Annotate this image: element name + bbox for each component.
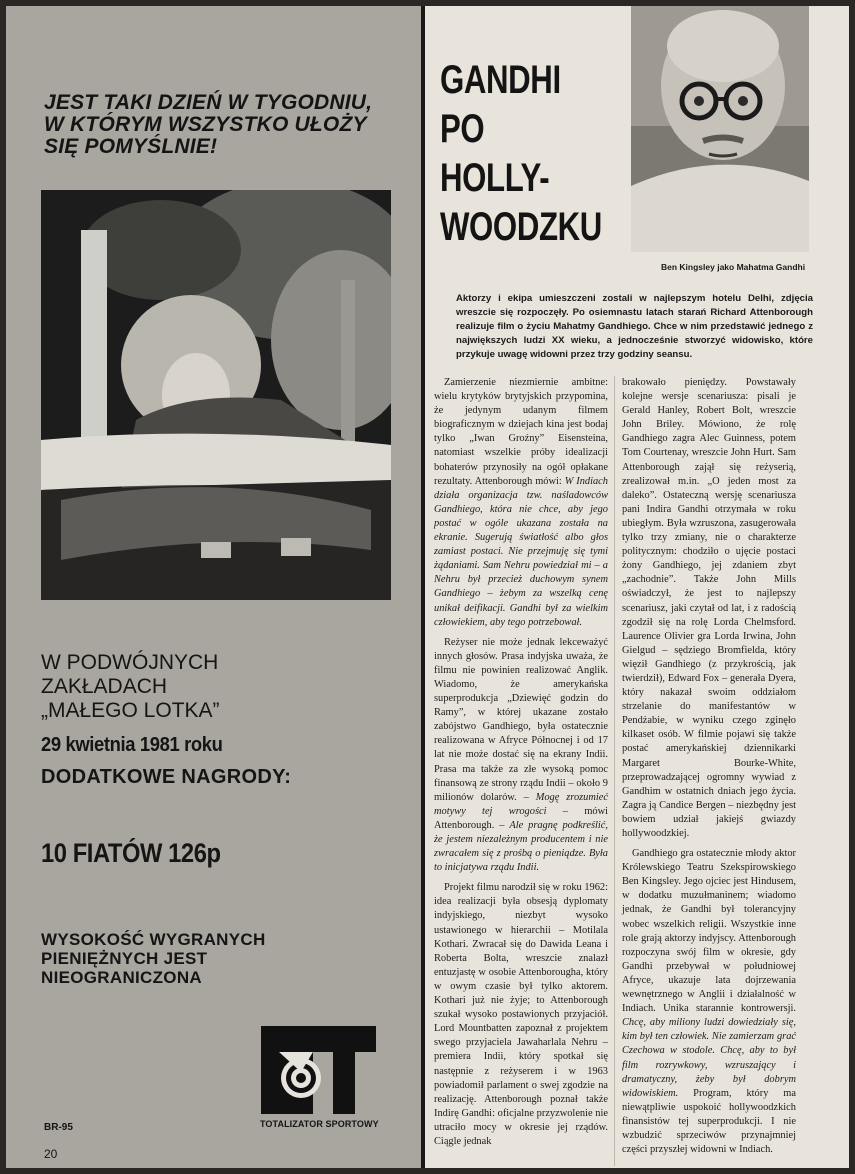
ad-extra-prizes: DODATKOWE NAGRODY: [41,766,292,788]
article-title: GANDHI PO HOLLY- WOODZKU [440,58,602,249]
totalizator-logo-icon [261,1026,376,1114]
article [425,6,849,1168]
paragraph: Gandhiego gra ostatecznie młody aktor Królewskiego Teatru Szekspirowskiego Ben Kingsley. Jego ojciec jest Hindusem, w dodatku muzułmaninem; wiadomo jednak, że Gandhi był tolerancyjny wobec wszelkich religii. Wszystkie inne role grają aktorzy indyjscy. Attenborough rozpoczyna swój film w okresie, gdy Gandhi przebywał w południowej Afryce, ukazuje lata dojrzewania wewnętrznego w Anglii i działalność w Indiach. Unika starannie kontrowersji. Chcę, aby miliony ludzi dowiedziały się, kim był ten człowiek. Nie zamierzam grać Czechowa w stodole. Chcę, aby to był film rozrywkowy, wzruszający i dramatyczny, żeby był dobrym widowiskiem. Program, który ma niewątpliwie uspokoić hollywoodzkich finansistów tej superprodukcji. I nie wzbudzić sprzeciwów przynajmniej części przyszłej widowni w Indiach. [622,848,796,1156]
paragraph: brakowało pieniędzy. Powstawały kolejne wersje scenariusza: pisali je Gerald Hanley, Robert Bolt, wreszcie John Briley. Mówiono, że rolę Gandhiego zagra Alec Guinness, potem Tom Courtenay, wreszcie John Hurt. Sam Attenborough zajął się reżyserią, zrealizował m.in. „O jeden most za daleko”. Ostateczną wersję scenariusza pani Indira Gandhi otrzymała w roku ubiegłym. Była wzruszona, zasugerowała tylko trzy zmiany, nie o charakterze politycznym: chodziło o ujęcie postaci żony Gandhiego, jej zdaniem zbyt „zachodnie”. Także John Mills oświadczył, że jest to najlepszy scenariusz, jaki czytał od lat, i z radością zgodził się na rolę Lorda Chelmsford. Laurence Olivier gra Lorda Irwina, John Gielgud – sędziego Bromfielda, który więził Gandhiego (z przykrością, jak twierdził), Edward Fox – generała Dyera, który nakazał swoim oddziałom strzelanie do manifestantów w Pendżabie, w wyniku czego zginęło kilkaset osób. W filmie pojawi się także postać amerykańskiej dziennikarki Margaret Bourke-White, przeprowadzającej ogromny wywiad z Gandhim w ostatnich dniach jego życia. Zagra ją Candice Bergen – niezbędny jest bowiem udział jakiejś gwiazdy hollywoodzkiej. [622,377,796,839]
column-separator [614,376,615,1166]
ad-winnings-note: WYSOKOŚĆ WYGRANYCH PIENIĘŻNYCH JEST NIEOGRANICZONA [41,930,266,987]
magazine-page [6,6,849,1168]
paragraph: Projekt filmu narodził się w roku 1962: idea realizacji była obsesją dyplomaty indyjskiego, niezbyt wysoko ustawionego w hierarchii – Motilala Kothari. Zwracał się do Dawida Leana i Roberta Bolta, wreszcie znalazł entuzjastę w osobie Attenborougha, który w owym czasie był tylko aktorem. Kothari już nie żyje; to Attenborough szukał wysoko postawionych przyjaciół. Lord Mountbatten zapoznał z projektem swego przyjaciela Jawaharlala Nehru – premiera Indii, który spotkał się następnie z reżyserem i w 1963 powiadomił parlament o swej zgodzie na realizację. Attenborough poznał także Indirę Gandhi: oficjalne przyzwolenie nie utraciło mocy w okresie jej rządów. Ciągle jednak [434,882,608,1147]
page-number: 20 [44,1147,58,1161]
gandhi-portrait-photo [631,6,809,252]
ad-lotto-title: W PODWÓJNYCH ZAKŁADACH „MAŁEGO LOTKA” [41,651,220,722]
ad-photo-woman-on-car [41,190,391,600]
logo-caption: TOTALIZATOR SPORTOWY [260,1119,379,1129]
portrait-caption: Ben Kingsley jako Mahatma Gandhi [661,262,806,272]
lottery-advertisement [6,6,421,1168]
ad-prize: 10 FIATÓW 126p [41,838,221,868]
article-column-1 [434,376,608,1149]
ad-headline: JEST TAKI DZIEŃ W TYGODNIU, W KTÓRYM WSZYSTKO UŁOŻY SIĘ POMYŚLNIE! [44,91,373,158]
article-column-2 [622,376,796,1157]
article-lead: Aktorzy i ekipa umieszczeni zostali w najlepszym hotelu Delhi, zdjęcia wreszcie się rozpoczęły. Po osiemnastu latach starań Richard Attenborough realizuje film o życiu Mahatmy Gandhiego. Chce w nim przedstawić jednego z największych ludzi XX wieku, a jednocześnie stworzyć widowisko, które przykuje uwagę widowni przez trzy godziny seansu. [456,293,813,360]
paragraph: Zamierzenie niezmiernie ambitne: wielu krytyków brytyjskich przypomina, że jedynym udanym filmem biograficznym w dziejach kina jest bodaj tylko „Iwan Groźny” Eisensteina, natomiast wszelkie próby idealizacji bohaterów przynosiły na ogół opłakane rezultaty. Attenborough mówi: W Indiach działa organizacja tzw. naśladowców Gandhiego, która nie chce, aby jego postać w ogóle ukazana została na ekranie. Sugerują światłość albo głos zamiast postaci. Nie przejmuję się tymi żądaniami. Sam Nehru powiedział mi – a Nehru był przecież duchowym synem Gandhiego – żebym za wszelką cenę unikał deifikacji. Gandhi był za wielkim człowiekiem, aby tego potrzebował. [434,377,608,628]
paragraph: Reżyser nie może jednak lekceważyć innych głosów. Prasa indyjska uważa, że filmu nie powinien realizować Anglik. Wiadomo, że amerykańska superprodukcja „Dziewięć godzin do Ramy”, w której ukazane zostało zabójstwo Gandhiego, była ostatecznie realizowana w Afryce Północnej i od 17 lat nie może dostać się na ekrany Indii. Prasa ma także za złe wysoką pomoc finansową ze strony rządu Indii – około 9 milionów dolarów. – Mogę zrozumieć motywy tej wrogości – mówi Attenborough. – Ale pragnę podkreślić, że jestem niezależnym producentem i nie zwracałem się z prośbą o pieniądze. Była to inicjatywa rządu Indii. [434,636,608,874]
ad-date: 29 kwietnia 1981 roku [41,734,223,756]
print-code: BR-95 [44,1122,73,1133]
